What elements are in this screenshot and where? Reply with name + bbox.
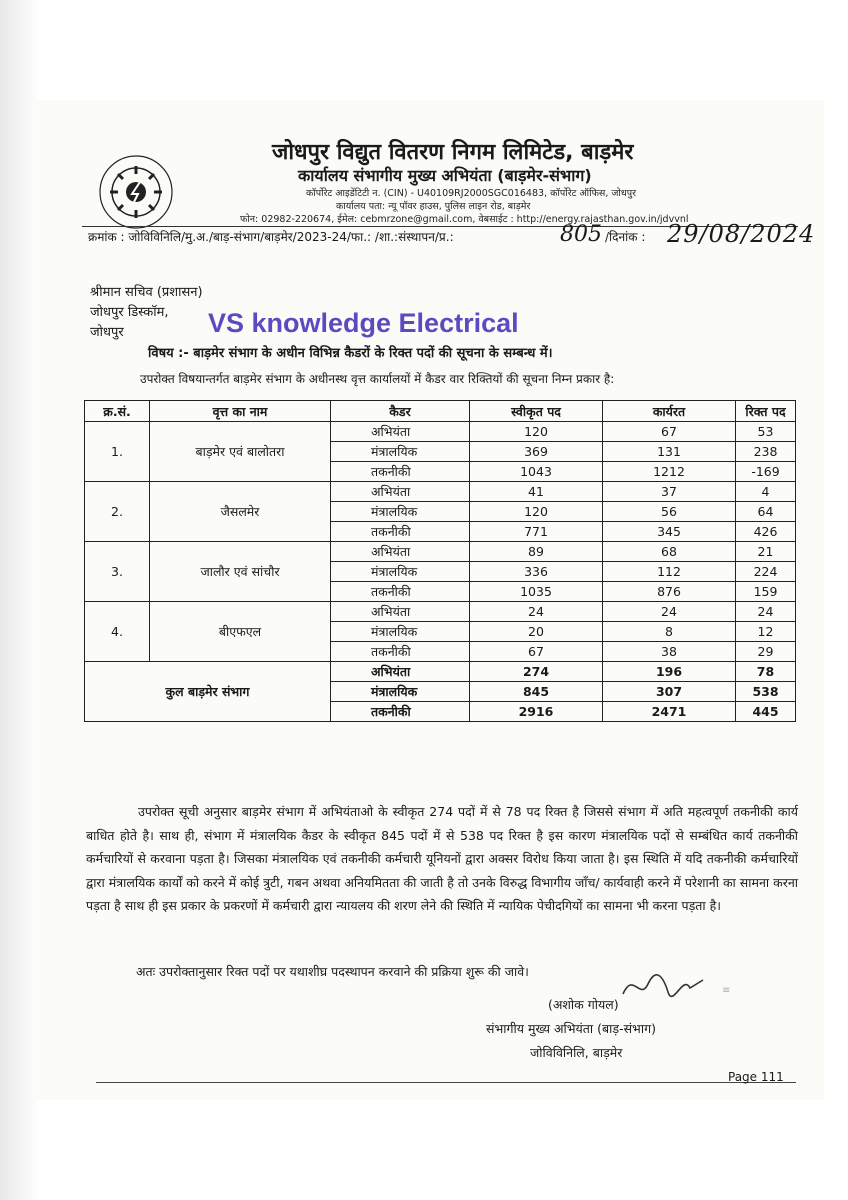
sanctioned-cell: 771	[470, 522, 603, 542]
working-cell: 131	[603, 442, 736, 462]
sanctioned-cell: 120	[470, 422, 603, 442]
sanctioned-cell: 20	[470, 622, 603, 642]
cadre-cell: अभियंता	[331, 602, 470, 622]
working-cell: 8	[603, 622, 736, 642]
office-address-line: कार्यालय पता: न्यू पॉवर हाउस, पुलिस लाइन रोड, बाड़मेर	[336, 201, 531, 212]
letter-date: 29/08/2024	[667, 220, 816, 248]
addressee-line-2: जोधपुर डिस्कॉम,	[90, 305, 169, 320]
working-cell: 2471	[603, 702, 736, 722]
vacant-cell: 538	[736, 682, 796, 702]
signatory-title: संभागीय मुख्य अभियंता (बाड़-संभाग)	[486, 1021, 656, 1036]
working-cell: 196	[603, 662, 736, 682]
table-header-row	[85, 401, 796, 422]
sanctioned-cell: 89	[470, 542, 603, 562]
working-cell: 67	[603, 422, 736, 442]
cadre-cell: तकनीकी	[331, 582, 470, 602]
working-cell: 307	[603, 682, 736, 702]
vacant-cell: 21	[736, 542, 796, 562]
sanctioned-cell: 24	[470, 602, 603, 622]
cadre-cell: तकनीकी	[331, 522, 470, 542]
cadre-cell: मंत्रालयिक	[331, 502, 470, 522]
cadre-cell: मंत्रालयिक	[331, 562, 470, 582]
working-cell: 24	[603, 602, 736, 622]
working-cell: 68	[603, 542, 736, 562]
vacant-cell: 4	[736, 482, 796, 502]
date-label: /दिनांक :	[605, 230, 646, 244]
header-working: कार्यरत	[603, 401, 736, 422]
cin-line: कॉर्पोरेट आइडेंटिटी न. (CIN) - U40109RJ2000SGC016483, कॉर्पोरेट ऑफिस, जोधपुर	[306, 188, 637, 199]
vacant-cell: 24	[736, 602, 796, 622]
serial-cell: 1.	[85, 422, 150, 482]
organization-title: जोधपुर विद्युत वितरण निगम लिमिटेड, बाड़मेर	[272, 140, 634, 165]
vacant-cell: 445	[736, 702, 796, 722]
closing-paragraph: अतः उपरोक्तानुसार रिक्त पदों पर यथाशीघ्र पदस्थापन करवाने की प्रक्रिया शुरू की जावे।	[136, 964, 529, 979]
reference-number: 805	[560, 222, 602, 247]
vacant-cell: 12	[736, 622, 796, 642]
sanctioned-cell: 845	[470, 682, 603, 702]
cadre-cell: मंत्रालयिक	[331, 622, 470, 642]
sanctioned-cell: 67	[470, 642, 603, 662]
circle-name-cell: बीएफएल	[150, 602, 331, 662]
sanctioned-cell: 2916	[470, 702, 603, 722]
header-circle-name: वृत्त का नाम	[150, 401, 331, 422]
vacant-cell: 78	[736, 662, 796, 682]
table-row	[85, 602, 796, 622]
working-cell: 1212	[603, 462, 736, 482]
vacant-cell: 29	[736, 642, 796, 662]
vacant-cell: -169	[736, 462, 796, 482]
total-name-cell: कुल बाड़मेर संभाग	[85, 662, 331, 722]
header-cadre: कैडर	[331, 401, 470, 422]
sanctioned-cell: 41	[470, 482, 603, 502]
total-row	[85, 662, 796, 682]
page-number: Page 111	[728, 1070, 784, 1084]
cadre-cell: तकनीकी	[331, 462, 470, 482]
serial-cell: 2.	[85, 482, 150, 542]
signatory-office: जोविविनिलि, बाड़मेर	[530, 1045, 623, 1060]
intro-line: उपरोक्त विषयान्तर्गत बाड़मेर संभाग के अधीनस्थ वृत्त कार्यालयों में कैडर वार रिक्तियों की सूचना निम्न प्रकार है:	[140, 372, 615, 386]
vacant-cell: 426	[736, 522, 796, 542]
sanctioned-cell: 1043	[470, 462, 603, 482]
body-paragraph: उपरोक्त सूची अनुसार बाड़मेर संभाग में अभियंताओ के स्वीकृत 274 पदों में से 78 पद रिक्त है जिससे संभाग में अति महत्वपूर्ण तकनीकी कार्य बाधित होते है। साथ ही, संभाग में मंत्रालयिक कैडर के स्वीकृत 845 पदों में से 538 पद रिक्त है इस कारण मंत्रालयिक पदों से सम्बंधित कार्य तकनीकी कर्मचारियों से करवाना पड़ता है। जिसका मंत्रालयिक एवं तकनीकी कर्मचारी यूनियनों द्वारा अक्सर विरोध किया जाता है। इस स्थिति में यदि तकनीकी कर्मचारियों द्वारा मंत्रालयिक कार्यों को करने में कोई त्रुटी, गबन अथवा अनियमितता की जाती है तो उनके विरुद्ध विभागीय जाँच/ कार्यवाही करने में परेशानी का सामना करना पड़ता है साथ ही इस प्रकार के प्रकरणों में कर्मचारी द्वारा न्यायलय की शरण लेने की स्थिति में न्यायिक पेचीदगियों का सामना भी करना पड़ता है।	[86, 804, 798, 913]
working-cell: 112	[603, 562, 736, 582]
signatory-name: (अशोक गोयल)	[548, 997, 619, 1012]
cadre-cell: अभियंता	[331, 422, 470, 442]
working-cell: 37	[603, 482, 736, 502]
vacant-cell: 224	[736, 562, 796, 582]
circle-name-cell: जालौर एवं सांचौर	[150, 542, 331, 602]
header-serial: क्र.सं.	[85, 401, 150, 422]
working-cell: 345	[603, 522, 736, 542]
working-cell: 38	[603, 642, 736, 662]
vacancy-table	[84, 400, 796, 722]
header-vacant: रिक्त पद	[736, 401, 796, 422]
sanctioned-cell: 336	[470, 562, 603, 582]
working-cell: 876	[603, 582, 736, 602]
table-row	[85, 482, 796, 502]
serial-cell: 4.	[85, 602, 150, 662]
working-cell: 56	[603, 502, 736, 522]
cadre-cell: अभियंता	[331, 482, 470, 502]
addressee-line-3: जोधपुर	[90, 325, 124, 340]
sanctioned-cell: 369	[470, 442, 603, 462]
office-title: कार्यालय संभागीय मुख्य अभियंता (बाड़मेर-संभाग)	[298, 166, 592, 185]
table-row	[85, 422, 796, 442]
subject-line: विषय :- बाड़मेर संभाग के अधीन विभिन्न कैडरों के रिक्त पदों की सूचना के सम्बन्ध में।	[148, 346, 553, 361]
signature-scribble	[618, 966, 708, 1006]
cadre-cell: अभियंता	[331, 662, 470, 682]
header-sanctioned: स्वीकृत पद	[470, 401, 603, 422]
addressee-line-1: श्रीमान सचिव (प्रशासन)	[90, 285, 203, 300]
cadre-cell: तकनीकी	[331, 702, 470, 722]
vacant-cell: 238	[736, 442, 796, 462]
vacant-cell: 53	[736, 422, 796, 442]
circle-name-cell: जैसलमेर	[150, 482, 331, 542]
serial-cell: 3.	[85, 542, 150, 602]
vacant-cell: 64	[736, 502, 796, 522]
contact-line: फोन: 02982-220674, ईमेल: cebmrzone@gmail.com, वेबसाईट : http://energy.rajasthan.gov.in/jdvvnl	[240, 214, 689, 225]
cadre-cell: मंत्रालयिक	[331, 442, 470, 462]
cadre-cell: तकनीकी	[331, 642, 470, 662]
vacant-cell: 159	[736, 582, 796, 602]
footer-divider	[96, 1082, 796, 1083]
cadre-cell: मंत्रालयिक	[331, 682, 470, 702]
scan-edge-shadow	[0, 0, 40, 1200]
cadre-cell: अभियंता	[331, 542, 470, 562]
circle-name-cell: बाड़मेर एवं बालोतरा	[150, 422, 331, 482]
sanctioned-cell: 274	[470, 662, 603, 682]
sanctioned-cell: 120	[470, 502, 603, 522]
sanctioned-cell: 1035	[470, 582, 603, 602]
bleed-through-mark: ≡	[722, 985, 731, 996]
table-row	[85, 542, 796, 562]
watermark-text: VS knowledge Electrical	[208, 308, 519, 338]
discom-logo-icon	[96, 152, 176, 232]
reference-label: क्रमांक : जोविविनिलि/मु.अ./बाड़-संभाग/बाड़मेर/2023-24/फा.: /शा.:संस्थापन/प्र.:	[88, 230, 454, 244]
